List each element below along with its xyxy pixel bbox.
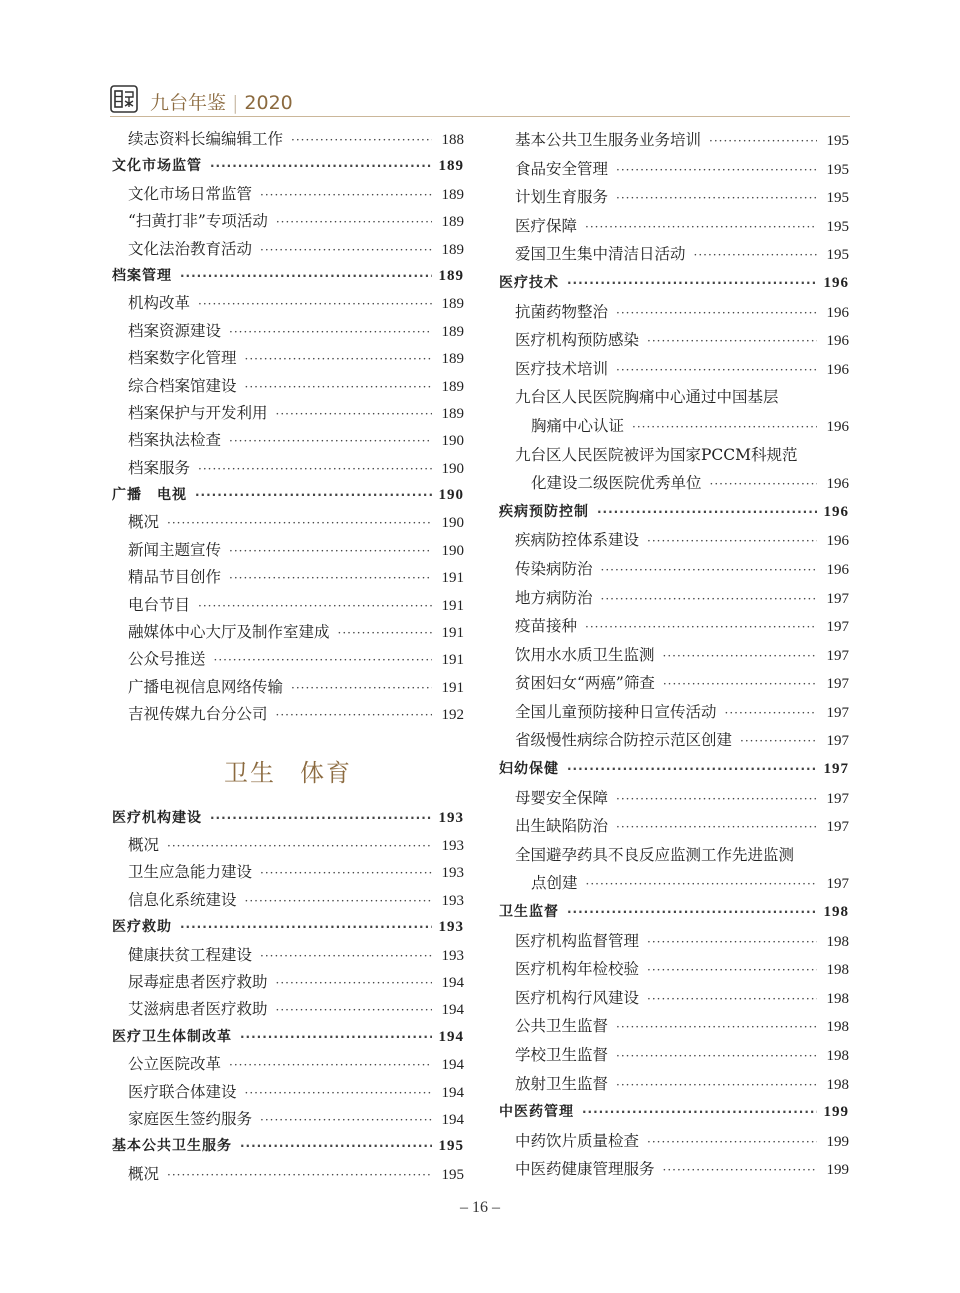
toc-entry-page: 196 bbox=[826, 304, 849, 321]
toc-entry bbox=[112, 646, 464, 673]
toc-entry-title-line1: 九台区人民医院被评为国家PCCM科规范 bbox=[515, 445, 798, 464]
toc-entry bbox=[499, 212, 849, 241]
toc-entry bbox=[499, 412, 849, 441]
toc-entry-page: 192 bbox=[441, 707, 464, 724]
toc-entry-page: 189 bbox=[441, 241, 464, 258]
toc-entry-title: 地方病防治 bbox=[515, 588, 593, 607]
toc-section-heading bbox=[112, 914, 464, 941]
toc-entry-title: 医疗联合体建设 bbox=[128, 1082, 237, 1101]
toc-entry-title: 食品安全管理 bbox=[515, 159, 609, 178]
toc-entry-page: 196 bbox=[826, 418, 849, 435]
dot-leader bbox=[167, 833, 432, 860]
toc-entry-page: 191 bbox=[441, 597, 464, 614]
toc-entry-title: 中医药管理 bbox=[499, 1104, 574, 1121]
toc-entry-page: 193 bbox=[438, 919, 464, 936]
toc-entry-page: 194 bbox=[441, 974, 464, 991]
dot-leader bbox=[601, 556, 817, 585]
toc-entry bbox=[499, 698, 849, 727]
toc-entry-title: 化建设二级医院优秀单位 bbox=[531, 474, 702, 493]
toc-entry bbox=[499, 641, 849, 670]
toc-entry-page: 193 bbox=[441, 865, 464, 882]
toc-entry-title: 基本公共卫生服务业务培训 bbox=[515, 131, 702, 149]
toc-entry-title: 新闻主题宣传 bbox=[128, 540, 222, 559]
dot-leader bbox=[616, 1013, 817, 1042]
toc-entry bbox=[112, 509, 464, 536]
dot-leader bbox=[198, 456, 432, 483]
toc-entry-page: 194 bbox=[441, 1002, 464, 1019]
toc-entry-page: 191 bbox=[441, 679, 464, 696]
toc-entry-title: 概况 bbox=[128, 835, 160, 854]
toc-entry-page: 198 bbox=[826, 990, 849, 1007]
toc-entry-title: 疾病预防控制 bbox=[499, 503, 589, 520]
dot-leader bbox=[198, 291, 432, 318]
toc-entry-page: 197 bbox=[823, 761, 849, 778]
toc-entry-page: 195 bbox=[826, 161, 849, 178]
dot-leader bbox=[260, 860, 432, 887]
dot-leader bbox=[647, 1128, 817, 1157]
toc-entry-title: 档案保护与开发利用 bbox=[128, 403, 268, 422]
toc-entry-page: 196 bbox=[826, 333, 849, 350]
toc-entry-title-line1: 九台区人民医院胸痛中心通过中国基层 bbox=[515, 388, 779, 407]
toc-entry-page: 199 bbox=[823, 1104, 849, 1121]
toc-entry-page: 198 bbox=[826, 933, 849, 950]
toc-entry bbox=[499, 155, 849, 184]
toc-entry-title: 中药饮片质量检查 bbox=[515, 1131, 640, 1150]
toc-entry-page: 188 bbox=[441, 132, 464, 148]
toc-section-heading bbox=[112, 805, 464, 832]
dot-leader bbox=[260, 1107, 432, 1134]
dot-leader bbox=[229, 565, 432, 592]
dot-leader bbox=[616, 299, 817, 328]
toc-entry bbox=[499, 1155, 849, 1184]
toc-entry-title: 电台节目 bbox=[128, 595, 191, 614]
dot-leader bbox=[694, 241, 817, 270]
toc-entry-page: 197 bbox=[826, 704, 849, 721]
toc-entry bbox=[112, 318, 464, 345]
toc-entry-title: 尿毒症患者医疗救助 bbox=[128, 972, 268, 991]
toc-entry-title: 饮用水水质卫生监测 bbox=[515, 645, 655, 664]
toc-entry-title: 计划生育服务 bbox=[515, 188, 609, 207]
toc-entry bbox=[112, 208, 464, 235]
toc-entry bbox=[112, 537, 464, 564]
toc-entry bbox=[499, 984, 849, 1013]
toc-entry bbox=[112, 887, 464, 914]
toc-entry-page: 199 bbox=[826, 1162, 849, 1179]
dot-leader bbox=[276, 209, 432, 236]
dot-leader bbox=[585, 213, 817, 242]
dot-leader bbox=[240, 1133, 432, 1160]
toc-entry bbox=[499, 183, 849, 212]
toc-entry-page: 193 bbox=[441, 837, 464, 854]
toc-entry-page: 189 bbox=[441, 351, 464, 368]
toc-section-heading bbox=[499, 755, 849, 784]
dot-leader bbox=[567, 755, 817, 784]
toc-entry-title: 文化市场监管 bbox=[112, 158, 202, 175]
toc-entry bbox=[499, 869, 849, 898]
toc-list-3 bbox=[499, 126, 849, 1184]
toc-entry-title: 健康扶贫工程建设 bbox=[128, 945, 253, 964]
toc-entry-title: 贫困妇女“两癌”筛查 bbox=[515, 674, 655, 693]
toc-entry-page: 195 bbox=[826, 133, 849, 149]
toc-entry-page: 196 bbox=[826, 561, 849, 578]
toc-entry-title: 公众号推送 bbox=[128, 650, 206, 669]
toc-entry bbox=[499, 1012, 849, 1041]
dot-leader bbox=[210, 153, 432, 180]
toc-entry bbox=[499, 555, 849, 584]
toc-entry-page: 198 bbox=[826, 1019, 849, 1036]
toc-entry-title: 卫生监督 bbox=[499, 904, 559, 921]
dot-leader bbox=[276, 970, 432, 997]
dot-leader bbox=[229, 1052, 432, 1079]
toc-entry-title: 胸痛中心认证 bbox=[531, 416, 625, 435]
dot-leader bbox=[582, 1098, 817, 1127]
toc-section-heading bbox=[112, 153, 464, 180]
dot-leader bbox=[245, 346, 432, 373]
toc-entry-page: 189 bbox=[441, 323, 464, 340]
toc-entry bbox=[112, 592, 464, 619]
dot-leader bbox=[586, 870, 817, 899]
toc-entry-page: 197 bbox=[826, 619, 849, 636]
dot-leader bbox=[214, 647, 432, 674]
toc-entry-page: 198 bbox=[823, 904, 849, 921]
toc-entry-page: 189 bbox=[441, 214, 464, 231]
dot-leader bbox=[245, 888, 432, 915]
dot-leader bbox=[616, 184, 817, 213]
toc-entry-title: 精品节目创作 bbox=[128, 568, 222, 587]
toc-entry-page: 195 bbox=[826, 218, 849, 235]
toc-entry-title: 全国儿童预防接种日宣传活动 bbox=[515, 702, 717, 721]
toc-entry bbox=[112, 674, 464, 701]
toc-entry-page: 190 bbox=[438, 487, 464, 504]
toc-entry-title: 传染病防治 bbox=[515, 559, 593, 578]
dot-leader bbox=[229, 428, 432, 455]
book-year: 2020 bbox=[244, 92, 293, 114]
dot-leader bbox=[210, 805, 432, 832]
toc-entry-title: 机构改革 bbox=[128, 294, 191, 313]
toc-entry-title: 概况 bbox=[128, 513, 160, 532]
dot-leader bbox=[647, 928, 817, 957]
toc-entry-page: 196 bbox=[826, 361, 849, 378]
toc-entry-title: 省级慢性病综合防控示范区创建 bbox=[515, 731, 733, 750]
dot-leader bbox=[276, 997, 432, 1024]
dot-leader bbox=[663, 642, 817, 671]
dot-leader bbox=[616, 1071, 817, 1100]
toc-entry-page: 197 bbox=[826, 876, 849, 893]
dot-leader bbox=[198, 593, 432, 620]
toc-entry-page: 189 bbox=[441, 405, 464, 422]
toc-section-heading bbox=[499, 898, 849, 927]
toc-entry-title: 医疗保障 bbox=[515, 216, 578, 235]
toc-entry bbox=[499, 669, 849, 698]
toc-entry-title: “扫黄打非”专项活动 bbox=[128, 212, 268, 231]
toc-entry-page: 191 bbox=[441, 625, 464, 642]
toc-entry-title: 卫生应急能力建设 bbox=[128, 863, 253, 882]
dot-leader bbox=[585, 613, 817, 642]
toc-entry-title: 档案服务 bbox=[128, 458, 191, 477]
toc-entry-page: 190 bbox=[441, 460, 464, 477]
dot-leader bbox=[710, 470, 817, 499]
category-title bbox=[112, 729, 464, 805]
toc-entry-title: 广播电视信息网络传输 bbox=[128, 677, 284, 696]
category-title-part1: 卫生 bbox=[224, 758, 276, 787]
toc-entry bbox=[499, 526, 849, 555]
dot-leader bbox=[276, 702, 432, 729]
toc-entry-title: 妇幼保健 bbox=[499, 761, 559, 778]
toc-entry-title: 档案数字化管理 bbox=[128, 349, 237, 368]
toc-entry bbox=[499, 1041, 849, 1070]
toc-entry-page: 194 bbox=[438, 1028, 464, 1045]
toc-entry bbox=[112, 427, 464, 454]
toc-entry-page: 198 bbox=[826, 962, 849, 979]
dot-leader bbox=[260, 943, 432, 970]
toc-entry-title: 抗菌药物整治 bbox=[515, 302, 609, 321]
header-rule bbox=[110, 116, 850, 117]
toc-entry-title: 医疗技术 bbox=[499, 274, 559, 291]
toc-entry-page: 194 bbox=[441, 1084, 464, 1101]
toc-entry bbox=[112, 996, 464, 1023]
toc-entry bbox=[112, 1106, 464, 1133]
toc-entry-page: 195 bbox=[826, 247, 849, 264]
dot-leader bbox=[663, 1156, 817, 1185]
toc-entry-title: 出生缺陷防治 bbox=[515, 817, 609, 836]
toc-entry-title: 疾病防控体系建设 bbox=[515, 531, 640, 550]
toc-section-heading bbox=[499, 1098, 849, 1127]
dot-leader bbox=[260, 237, 432, 264]
toc-entry-page: 191 bbox=[441, 652, 464, 669]
toc-section-heading bbox=[112, 482, 464, 509]
title-separator: | bbox=[232, 92, 239, 114]
toc-entry bbox=[499, 298, 849, 327]
dot-leader bbox=[291, 675, 432, 702]
toc-entry bbox=[499, 126, 849, 155]
toc-entry-title: 放射卫生监督 bbox=[515, 1074, 609, 1093]
toc-entry-page: 189 bbox=[441, 378, 464, 395]
dot-leader bbox=[180, 914, 432, 941]
toc-entry-title: 基本公共卫生服务 bbox=[112, 1138, 232, 1155]
toc-entry-page: 197 bbox=[826, 647, 849, 664]
toc-entry bbox=[112, 619, 464, 646]
toc-entry-title: 融媒体中心大厅及制作室建成 bbox=[128, 623, 330, 642]
toc-entry bbox=[112, 1079, 464, 1106]
dot-leader bbox=[567, 898, 817, 927]
dot-leader bbox=[601, 585, 817, 614]
toc-entry-title: 吉视传媒九台分公司 bbox=[128, 705, 268, 724]
dot-leader bbox=[616, 356, 817, 385]
toc-entry-page: 189 bbox=[438, 158, 464, 175]
toc-entry-page: 195 bbox=[826, 190, 849, 207]
toc-entry bbox=[499, 726, 849, 755]
toc-list-2 bbox=[112, 805, 464, 1188]
toc-entry-page: 191 bbox=[441, 570, 464, 587]
toc-entry-title: 综合档案馆建设 bbox=[128, 376, 237, 395]
dot-leader bbox=[647, 956, 817, 985]
toc-entry-title: 点创建 bbox=[531, 874, 578, 893]
dot-leader bbox=[709, 127, 817, 156]
toc-entry bbox=[499, 326, 849, 355]
toc-entry-title: 母婴安全保障 bbox=[515, 788, 609, 807]
toc-entry bbox=[112, 345, 464, 372]
toc-entry bbox=[499, 1070, 849, 1099]
toc-entry-page: 196 bbox=[823, 503, 849, 520]
dot-leader bbox=[616, 156, 817, 185]
toc-section-heading bbox=[499, 269, 849, 298]
toc-entry-title: 续志资料长编编辑工作 bbox=[128, 130, 284, 148]
toc-entry-title: 医疗救助 bbox=[112, 919, 172, 936]
dot-leader bbox=[180, 263, 432, 290]
toc-entry-page: 194 bbox=[441, 1057, 464, 1074]
toc-entry-title: 医疗机构建设 bbox=[112, 809, 202, 826]
toc-left-column bbox=[112, 126, 464, 1188]
toc-entry-title: 学校卫生监督 bbox=[515, 1046, 609, 1064]
toc-entry-page: 198 bbox=[826, 1076, 849, 1093]
dot-leader bbox=[647, 327, 817, 356]
toc-entry bbox=[112, 701, 464, 728]
toc-entry-page: 195 bbox=[441, 1166, 464, 1183]
toc-entry-page: 197 bbox=[826, 676, 849, 693]
toc-entry-page: 196 bbox=[823, 274, 849, 291]
toc-entry-page: 189 bbox=[438, 267, 464, 284]
dot-leader bbox=[240, 1024, 432, 1051]
toc-entry bbox=[112, 832, 464, 859]
dot-leader bbox=[167, 1162, 432, 1189]
dot-leader bbox=[647, 527, 817, 556]
toc-entry-title: 医疗技术培训 bbox=[515, 359, 609, 378]
toc-entry-page: 197 bbox=[826, 590, 849, 607]
toc-right-column bbox=[499, 126, 849, 1184]
toc-entry-page: 189 bbox=[441, 186, 464, 203]
toc-entry-page: 197 bbox=[826, 790, 849, 807]
toc-entry bbox=[112, 400, 464, 427]
toc-entry bbox=[499, 812, 849, 841]
toc-entry-title: 文化法治教育活动 bbox=[128, 239, 253, 258]
dot-leader bbox=[740, 727, 817, 756]
toc-entry bbox=[112, 455, 464, 482]
toc-entry-title: 广播 电视 bbox=[112, 487, 187, 504]
toc-entry-page: 194 bbox=[441, 1111, 464, 1128]
dot-leader bbox=[616, 785, 817, 814]
toc-entry-title: 概况 bbox=[128, 1164, 160, 1183]
toc-entry-title: 医疗卫生体制改革 bbox=[112, 1028, 232, 1045]
toc-entry-title: 公立医院改革 bbox=[128, 1055, 222, 1074]
toc-entry-title: 档案资源建设 bbox=[128, 321, 222, 340]
toc-entry bbox=[499, 240, 849, 269]
dot-leader bbox=[567, 269, 817, 298]
dot-leader bbox=[229, 538, 432, 565]
toc-entry-page: 193 bbox=[438, 809, 464, 826]
toc-list-1 bbox=[112, 126, 464, 729]
dot-leader bbox=[245, 1080, 432, 1107]
dot-leader bbox=[276, 401, 432, 428]
dot-leader bbox=[616, 813, 817, 842]
dot-leader bbox=[229, 319, 432, 346]
toc-entry bbox=[499, 355, 849, 384]
dot-leader bbox=[195, 482, 432, 509]
toc-entry-page: 196 bbox=[826, 476, 849, 493]
toc-entry-page: 195 bbox=[438, 1138, 464, 1155]
toc-entry bbox=[499, 1127, 849, 1156]
dot-leader bbox=[647, 985, 817, 1014]
toc-entry bbox=[112, 181, 464, 208]
catalog-logo-icon bbox=[110, 85, 138, 113]
toc-entry bbox=[499, 927, 849, 956]
dot-leader bbox=[245, 374, 432, 401]
toc-entry bbox=[112, 859, 464, 886]
toc-entry-page: 198 bbox=[826, 1048, 849, 1064]
toc-entry-title: 医疗机构预防感染 bbox=[515, 331, 640, 350]
toc-entry-title: 医疗机构年检校验 bbox=[515, 960, 640, 979]
toc-section-heading bbox=[112, 263, 464, 290]
category-title-part2: 体育 bbox=[300, 758, 352, 787]
toc-entry bbox=[112, 1051, 464, 1078]
toc-entry bbox=[499, 584, 849, 613]
dot-leader bbox=[338, 620, 432, 647]
dot-leader bbox=[632, 413, 817, 442]
dot-leader bbox=[260, 182, 432, 209]
dot-leader bbox=[597, 498, 817, 527]
toc-entry-title: 爱国卫生集中清洁日活动 bbox=[515, 245, 686, 264]
toc-entry bbox=[112, 126, 464, 153]
dot-leader bbox=[291, 127, 432, 154]
toc-entry bbox=[499, 784, 849, 813]
toc-section-heading bbox=[112, 1024, 464, 1051]
toc-entry bbox=[112, 236, 464, 263]
toc-entry-page: 199 bbox=[826, 1133, 849, 1150]
toc-entry bbox=[499, 469, 849, 498]
toc-entry-title: 中医药健康管理服务 bbox=[515, 1160, 655, 1179]
toc-entry-title: 文化市场日常监管 bbox=[128, 184, 253, 203]
toc-entry-title-line1: 全国避孕药具不良反应监测工作先进监测 bbox=[515, 845, 795, 864]
toc-entry-title: 公共卫生监督 bbox=[515, 1017, 609, 1036]
dot-leader bbox=[663, 670, 817, 699]
toc-entry-page: 196 bbox=[826, 533, 849, 550]
book-title-text: 九台年鉴 bbox=[150, 92, 227, 114]
toc-entry-title: 艾滋病患者医疗救助 bbox=[128, 1000, 268, 1019]
page-header bbox=[110, 86, 850, 114]
book-title bbox=[150, 88, 293, 115]
toc-entry-page: 193 bbox=[441, 947, 464, 964]
toc-entry bbox=[112, 969, 464, 996]
toc-entry-page: 190 bbox=[441, 515, 464, 532]
toc-entry bbox=[112, 373, 464, 400]
toc-entry bbox=[112, 564, 464, 591]
toc-entry-title: 医疗机构监督管理 bbox=[515, 931, 640, 950]
toc-entry-title: 档案管理 bbox=[112, 267, 172, 284]
dot-leader bbox=[725, 699, 817, 728]
toc-entry-page: 189 bbox=[441, 296, 464, 313]
dot-leader bbox=[167, 510, 432, 537]
toc-entry-title: 医疗机构行风建设 bbox=[515, 988, 640, 1007]
toc-entry-page: 197 bbox=[826, 733, 849, 750]
toc-entry bbox=[112, 290, 464, 317]
toc-entry-title: 档案执法检查 bbox=[128, 431, 222, 450]
toc-entry-page: 197 bbox=[826, 819, 849, 836]
toc-entry-page: 190 bbox=[441, 433, 464, 450]
toc-section-heading bbox=[499, 498, 849, 527]
toc-entry bbox=[112, 1161, 464, 1188]
toc-entry-title: 信息化系统建设 bbox=[128, 890, 237, 909]
toc-section-heading bbox=[112, 1133, 464, 1160]
toc-entry-page: 190 bbox=[441, 542, 464, 559]
toc-entry bbox=[499, 612, 849, 641]
toc-entry-title: 疫苗接种 bbox=[515, 617, 578, 636]
page-number: – 16 – bbox=[460, 1199, 500, 1216]
toc-entry bbox=[112, 942, 464, 969]
toc-entry-title: 家庭医生签约服务 bbox=[128, 1109, 253, 1128]
toc-entry-page: 193 bbox=[441, 892, 464, 909]
dot-leader bbox=[616, 1042, 817, 1071]
toc-entry bbox=[499, 955, 849, 984]
